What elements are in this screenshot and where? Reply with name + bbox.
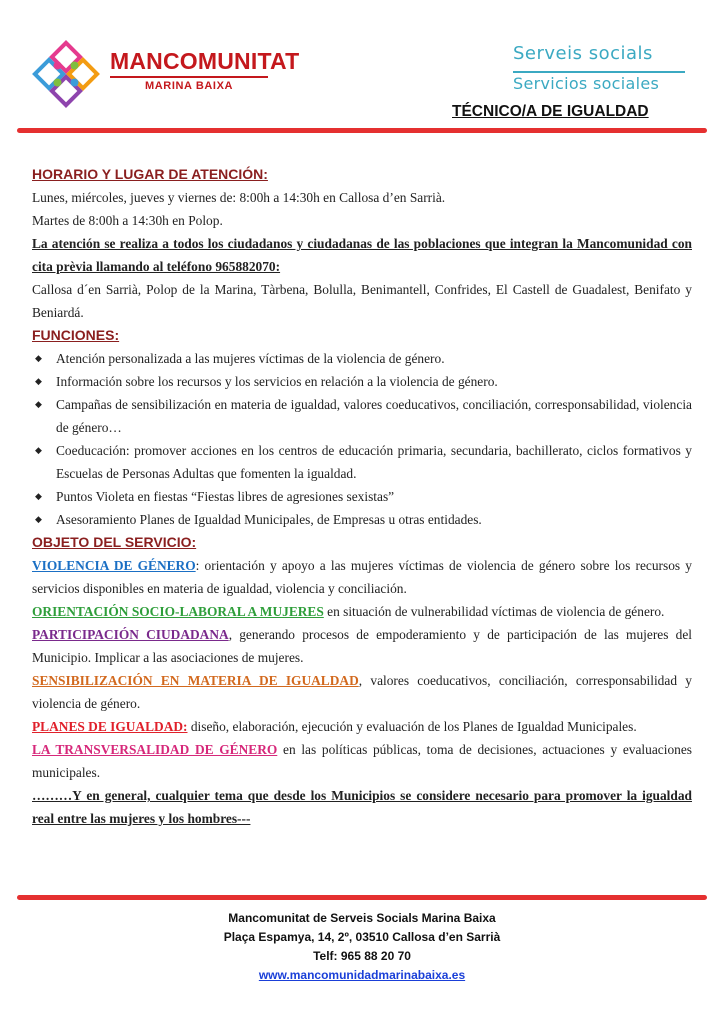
- list-item: ◆ Campañas de sensibilización en materia de igualdad, valores coeducativos, conciliación, corresponsabilidad, violencia de género…: [32, 393, 692, 439]
- bottom-red-divider: [17, 895, 707, 900]
- footer-address: Plaça Espamya, 14, 2º, 03510 Callosa d’en Sarrià: [223, 930, 501, 944]
- section-title-objeto: OBJETO DEL SERVICIO:: [32, 534, 197, 550]
- towns-list: Callosa d´en Sarrià, Polop de la Marina, Tàrbena, Bolulla, Benimantell, Confrides, El Castell de Guadalest, Benifato y Beniardá.: [32, 282, 692, 320]
- diamond-bullet-icon: ◆: [35, 399, 42, 409]
- brand-subtitle: MARINA BAIXA: [145, 80, 234, 92]
- top-red-divider: [17, 128, 707, 133]
- objective-label: SENSIBILIZACIÓN EN MATERIA DE IGUALDAD: [32, 673, 359, 688]
- service-divider: [513, 71, 685, 73]
- diamond-bullet-icon: ◆: [35, 491, 42, 501]
- section-title-horario: HORARIO Y LUGAR DE ATENCIÓN:: [32, 166, 268, 182]
- list-item: ◆ Coeducación: promover acciones en los centros de educación primaria, secundaria, bachillerato, ciclos formativos y Escuelas de Personas Adultas que fomenten la igualdad.: [32, 439, 692, 485]
- objective-label: VIOLENCIA DE GÉNERO: [32, 558, 196, 573]
- objective-label: PLANES DE IGUALDAD:: [32, 719, 188, 734]
- objective-label: PARTICIPACIÓN CIUDADANA: [32, 627, 229, 642]
- list-item: ◆ Puntos Violeta en fiestas “Fiestas libres de agresiones sexistas”: [32, 485, 692, 508]
- objective-planes: PLANES DE IGUALDAD: diseño, elaboración, ejecución y evaluación de los Planes de Igualdad Municipales.: [32, 719, 637, 734]
- section-title-funciones: FUNCIONES:: [32, 327, 120, 343]
- list-item: ◆ Atención personalizada a las mujeres víctimas de la violencia de género.: [32, 347, 692, 370]
- diamond-bullet-icon: ◆: [35, 445, 42, 455]
- footer: [0, 909, 724, 985]
- service-name-es: Servicios sociales: [513, 74, 660, 93]
- puzzle-logo-icon: [30, 36, 102, 112]
- website-link[interactable]: www.mancomunidadmarinabaixa.es: [258, 968, 466, 982]
- diamond-bullet-icon: ◆: [35, 376, 42, 386]
- schedule-line-1: Lunes, miércoles, jueves y viernes de: 8:00h a 14:30h en Callosa d’en Sarrià.: [32, 190, 446, 205]
- page-title: TÉCNICO/A DE IGUALDAD: [452, 103, 649, 120]
- brand-title: MANCOMUNITAT: [110, 48, 300, 74]
- objective-transversalidad: LA TRANSVERSALIDAD DE GÉNERO en las políticas públicas, toma de decisiones, actuaciones y evaluaciones municipales.: [32, 742, 692, 780]
- objective-orientacion: ORIENTACIÓN SOCIO-LABORAL A MUJERES en situación de vulnerabilidad víctimas de violencia de género.: [32, 604, 665, 619]
- objective-label: LA TRANSVERSALIDAD DE GÉNERO: [32, 742, 278, 757]
- brand-divider: [110, 76, 268, 78]
- diamond-bullet-icon: ◆: [35, 514, 42, 524]
- list-item: ◆ Asesoramiento Planes de Igualdad Municipales, de Empresas u otras entidades.: [32, 508, 692, 531]
- objective-label: ORIENTACIÓN SOCIO-LABORAL A MUJERES: [32, 604, 324, 619]
- closing-statement: ………Y en general, cualquier tema que desde los Municipios se considere necesario para promover la igualdad real entre las mujeres y los hombres---: [32, 788, 692, 826]
- list-item: ◆ Información sobre los recursos y los servicios en relación a la violencia de género.: [32, 370, 692, 393]
- footer-phone: Telf: 965 88 20 70: [313, 949, 411, 963]
- footer-org: Mancomunitat de Serveis Socials Marina Baixa: [228, 911, 496, 925]
- appointment-notice: La atención se realiza a todos los ciudadanos y ciudadanas de las poblaciones que integran la Mancomunidad con cita prèvia llamando al teléfono 965882070:: [32, 236, 692, 274]
- functions-list: [32, 347, 692, 531]
- diamond-bullet-icon: ◆: [35, 353, 42, 363]
- objective-violencia: VIOLENCIA DE GÉNERO: orientación y apoyo a las mujeres víctimas de violencia de género sobre los recursos y servicios disponibles en materia de igualdad, violencia y conciliación.: [32, 558, 692, 596]
- schedule-line-2: Martes de 8:00h a 14:30h en Polop.: [32, 213, 223, 228]
- objective-participacion: PARTICIPACIÓN CIUDADANA, generando procesos de empoderamiento y de participación de las mujeres del Municipio. Implicar a las asociaciones de mujeres.: [32, 627, 693, 665]
- objective-sensibilizacion: SENSIBILIZACIÓN EN MATERIA DE IGUALDAD, valores coeducativos, conciliación, corresponsabilidad y violencia de género.: [32, 673, 692, 711]
- main-content: [32, 163, 692, 830]
- service-name-ca: Serveis socials: [513, 43, 653, 64]
